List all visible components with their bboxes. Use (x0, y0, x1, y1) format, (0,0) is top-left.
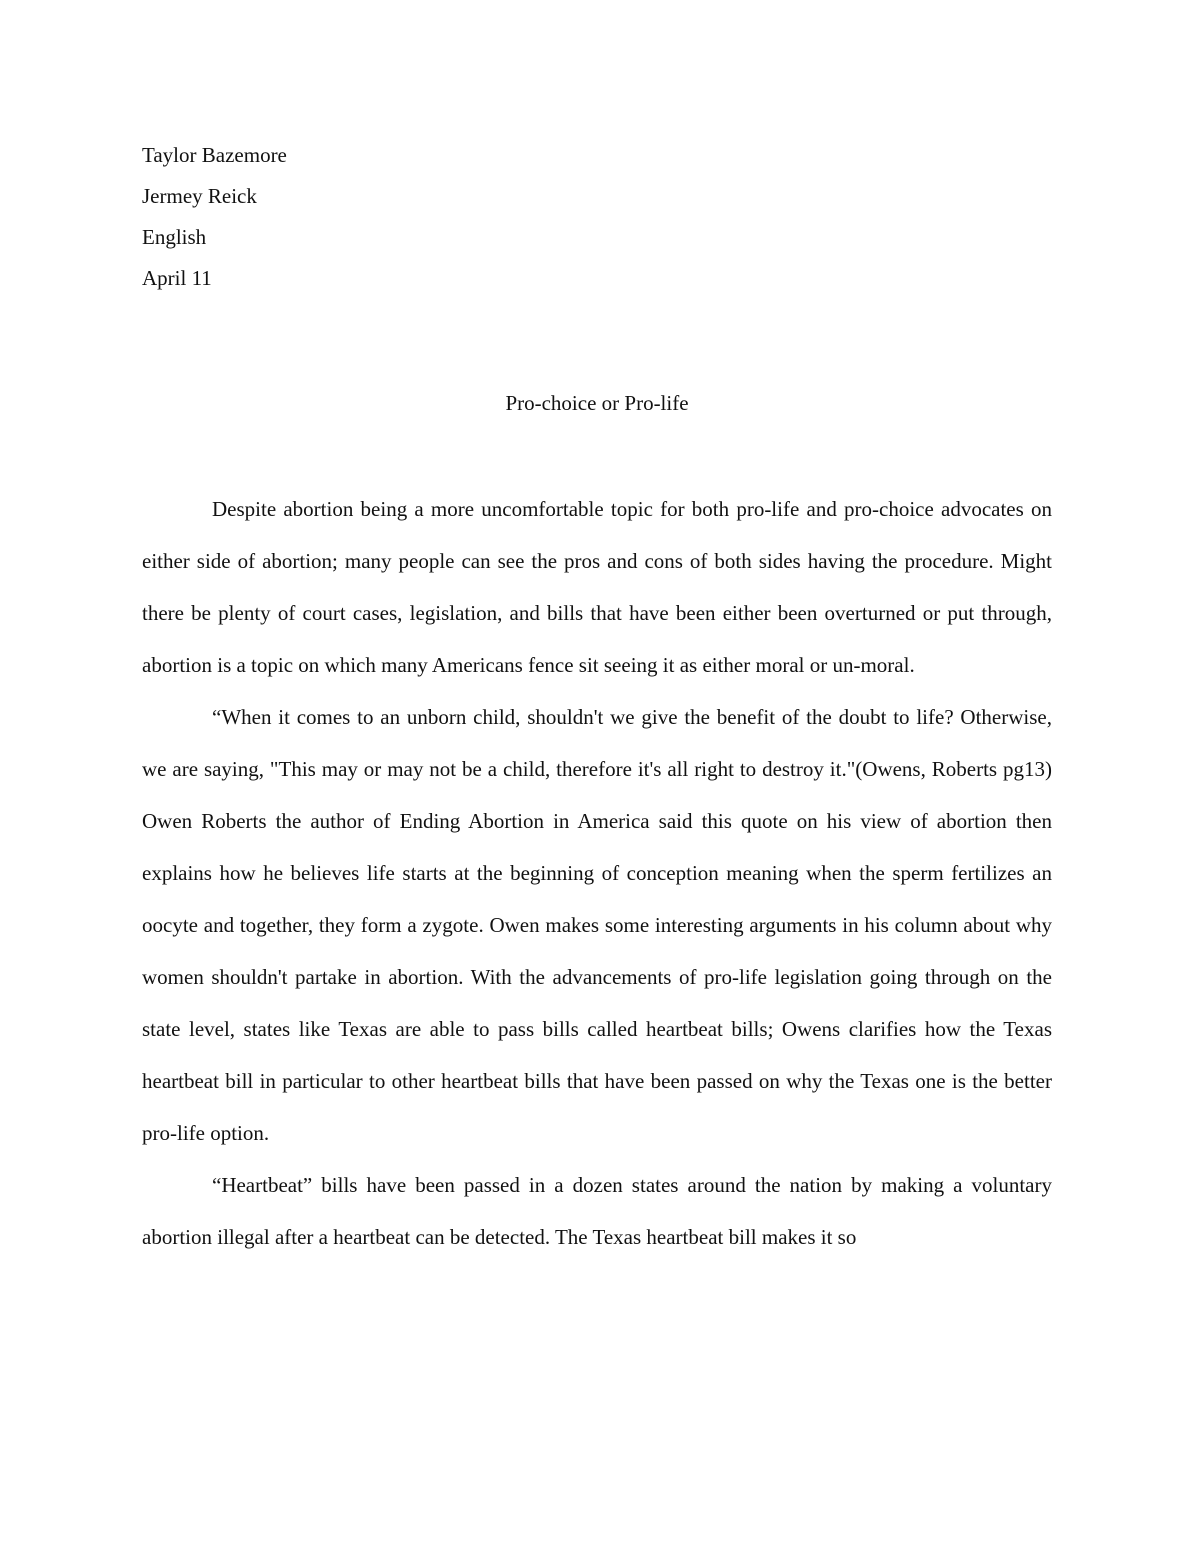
document-title: Pro-choice or Pro-life (505, 391, 689, 415)
document-content (142, 135, 1052, 1249)
student-name: Taylor Bazemore (142, 143, 287, 167)
paragraph-1: Despite abortion being a more uncomfortable topic for both pro-life and pro-choice advocates on either side of abortion; many people can see the pros and cons of both sides having the procedure. Might there be plenty of court cases, legislation, and bills that have been either been overturned or put through, abortion is a topic on which many Americans fence sit seeing it as either moral or un-moral. (142, 497, 1052, 677)
course-name: English (142, 225, 207, 249)
document-date: April 11 (142, 266, 212, 290)
document-body (142, 483, 1052, 1263)
instructor-name: Jermey Reick (142, 184, 257, 208)
paragraph-2: “When it comes to an unborn child, shouldn't we give the benefit of the doubt to life? Otherwise, we are saying, "This may or may not be a child, therefore it's all right to destroy it."(Owens, Roberts pg13) Owen Roberts the author of Ending Abortion in America said this quote on his view of abortion then explains how he believes life starts at the beginning of conception meaning when the sperm fertilizes an oocyte and together, they form a zygote. Owen makes some interesting arguments in his column about why women shouldn't partake in abortion. With the advancements of pro-life legislation going through on the state level, states like Texas are able to pass bills called heartbeat bills; Owens clarifies how the Texas heartbeat bill in particular to other heartbeat bills that have been passed on why the Texas one is the better pro-life option. (142, 705, 1052, 1145)
paragraph-3: “Heartbeat” bills have been passed in a dozen states around the nation by making a voluntary abortion illegal after a heartbeat can be detected. The Texas heartbeat bill makes it so (142, 1173, 1052, 1249)
